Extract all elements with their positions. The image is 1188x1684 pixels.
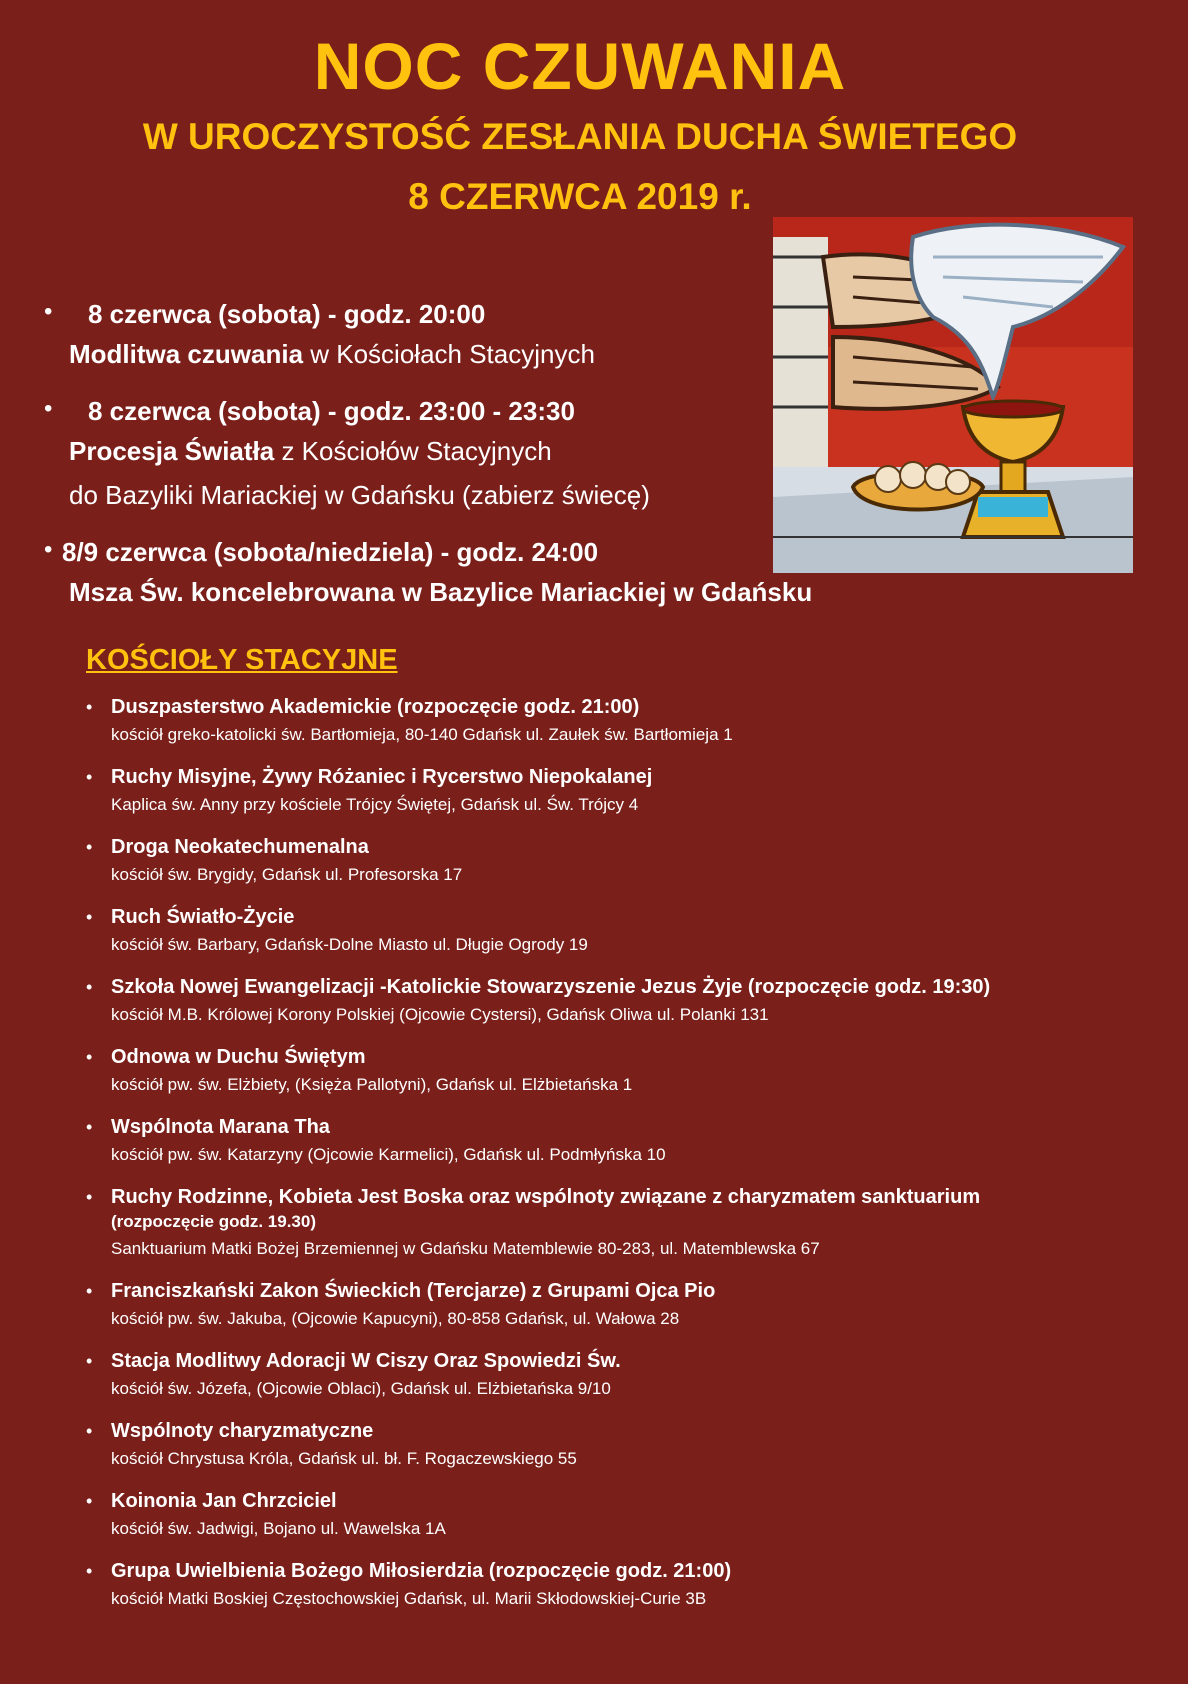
church-group-name: Droga Neokatechumenalna [111, 836, 369, 858]
church-address: kościół M.B. Królowej Korony Polskiej (Ojcowie Cystersi), Gdańsk Oliwa ul. Polanki 131 [111, 1005, 769, 1024]
church-group-name: Ruchy Rodzinne, Kobieta Jest Boska oraz wspólnoty związane z charyzmatem sanktuarium [111, 1186, 981, 1208]
church-list-item [86, 974, 1166, 1030]
schedule-event-name: Msza Św. koncelebrowana w Bazylice Mariackiej w Gdańsku [69, 577, 813, 607]
bullet-icon: • [44, 536, 53, 563]
church-list-item [86, 834, 1166, 890]
church-list-item [86, 1348, 1166, 1404]
schedule-description [44, 570, 904, 614]
church-group-name: Ruchy Misyjne, Żywy Różaniec i Rycerstwo Niepokalanej [111, 766, 653, 788]
church-address: kościół Chrystusa Króla, Gdańsk ul. bł. F. Rogaczewskiego 55 [111, 1449, 577, 1468]
schedule-event-name: Procesja Światła [69, 436, 275, 466]
bullet-icon: • [86, 1561, 93, 1581]
church-address: kościół św. Józefa, (Ojcowie Oblaci), Gdańsk ul. Elżbietańska 9/10 [111, 1379, 611, 1398]
schedule-item [44, 296, 904, 376]
church-group-name: Wspólnoty charyzmatyczne [111, 1420, 374, 1442]
church-address: kościół św. Brygidy, Gdańsk ul. Profesorska 17 [111, 865, 463, 884]
church-list-item [86, 764, 1166, 820]
church-address: Kaplica św. Anny przy kościele Trójcy Świętej, Gdańsk ul. Św. Trójcy 4 [111, 795, 639, 814]
church-list-item [86, 694, 1166, 750]
church-list-item [86, 1044, 1166, 1100]
church-group-name: Duszpasterstwo Akademickie (rozpoczęcie godz. 21:00) [111, 696, 640, 718]
church-list-item [86, 1488, 1166, 1544]
schedule-event-detail: z Kościołów Stacyjnych [274, 436, 552, 466]
church-address: kościół Matki Boskiej Częstochowskiej Gdańsk, ul. Marii Skłodowskiej-Curie 3B [111, 1589, 707, 1608]
station-churches-list [86, 694, 1166, 1628]
schedule-description-line2: do Bazyliki Mariackiej w Gdańsku (zabierz świecę) [69, 480, 650, 510]
church-start-note: (rozpoczęcie godz. 19.30) [111, 1212, 316, 1231]
schedule-description [44, 332, 904, 376]
bullet-icon: • [86, 837, 93, 857]
church-address: kościół pw. św. Katarzyny (Ojcowie Karmelici), Gdańsk ul. Podmłyńska 10 [111, 1145, 666, 1164]
bullet-icon: • [86, 977, 93, 997]
church-address: kościół św. Barbary, Gdańsk-Dolne Miasto ul. Długie Ogrody 19 [111, 935, 588, 954]
church-group-name: Grupa Uwielbienia Bożego Miłosierdzia (rozpoczęcie godz. 21:00) [111, 1560, 732, 1582]
church-group-name: Wspólnota Marana Tha [111, 1116, 330, 1138]
schedule-event-name: Modlitwa czuwania [69, 339, 304, 369]
schedule-time: 8/9 czerwca (sobota/niedziela) - godz. 24:00 [62, 537, 599, 567]
page-subtitle: W UROCZYSTOŚĆ ZESŁANIA DUCHA ŚWIETEGO [142, 116, 1018, 157]
church-address: kościół pw. św. Jakuba, (Ojcowie Kapucyni), 80-858 Gdańsk, ul. Wałowa 28 [111, 1309, 680, 1328]
event-date: 8 CZERWCA 2019 r. [408, 176, 752, 217]
church-list-item [86, 904, 1166, 960]
schedule-time: 8 czerwca (sobota) - godz. 23:00 - 23:30 [88, 396, 575, 426]
schedule-list [44, 296, 904, 631]
bullet-icon: • [86, 1047, 93, 1067]
church-list-item [86, 1278, 1166, 1334]
bullet-icon: • [86, 1351, 93, 1371]
bullet-icon: • [86, 907, 93, 927]
bullet-icon: • [86, 1187, 93, 1207]
church-group-name: Franciszkański Zakon Świeckich (Tercjarze) z Grupami Ojca Pio [111, 1280, 716, 1302]
church-group-name: Szkoła Nowej Ewangelizacji -Katolickie Stowarzyszenie Jezus Żyje (rozpoczęcie godz. 19:30) [111, 976, 991, 998]
church-group-name: Odnowa w Duchu Świętym [111, 1046, 366, 1068]
bullet-icon: • [86, 697, 93, 717]
bullet-icon: • [86, 767, 93, 787]
section-title: KOŚCIOŁY STACYJNE [86, 644, 398, 676]
bullet-icon: • [86, 1281, 93, 1301]
page-title: NOC CZUWANIA [313, 29, 847, 103]
schedule-time: 8 czerwca (sobota) - godz. 20:00 [88, 299, 486, 329]
church-address: kościół pw. św. Elżbiety, (Księża Pallotyni), Gdańsk ul. Elżbietańska 1 [111, 1075, 633, 1094]
church-group-name: Stacja Modlitwy Adoracji W Ciszy Oraz Spowiedzi Św. [111, 1350, 621, 1372]
schedule-item [44, 534, 904, 614]
church-group-name: Ruch Światło-Życie [111, 906, 295, 928]
church-address: Sanktuarium Matki Bożej Brzemiennej w Gdańsku Matemblewie 80-283, ul. Matemblewska 67 [111, 1239, 820, 1258]
church-list-item [86, 1558, 1166, 1614]
church-list-item [86, 1114, 1166, 1170]
bullet-icon: • [44, 298, 53, 325]
church-list-item [86, 1184, 1166, 1264]
bullet-icon: • [44, 395, 53, 422]
bullet-icon: • [86, 1491, 93, 1511]
bullet-icon: • [86, 1117, 93, 1137]
schedule-event-detail: w Kościołach Stacyjnych [303, 339, 595, 369]
church-address: kościół greko-katolicki św. Bartłomieja, 80-140 Gdańsk ul. Zaułek św. Bartłomieja 1 [111, 725, 733, 744]
church-address: kościół św. Jadwigi, Bojano ul. Wawelska 1A [111, 1519, 446, 1538]
schedule-description [44, 429, 904, 473]
church-group-name: Koinonia Jan Chrzciciel [111, 1490, 337, 1512]
church-list-item [86, 1418, 1166, 1474]
bullet-icon: • [86, 1421, 93, 1441]
schedule-item [44, 393, 904, 517]
